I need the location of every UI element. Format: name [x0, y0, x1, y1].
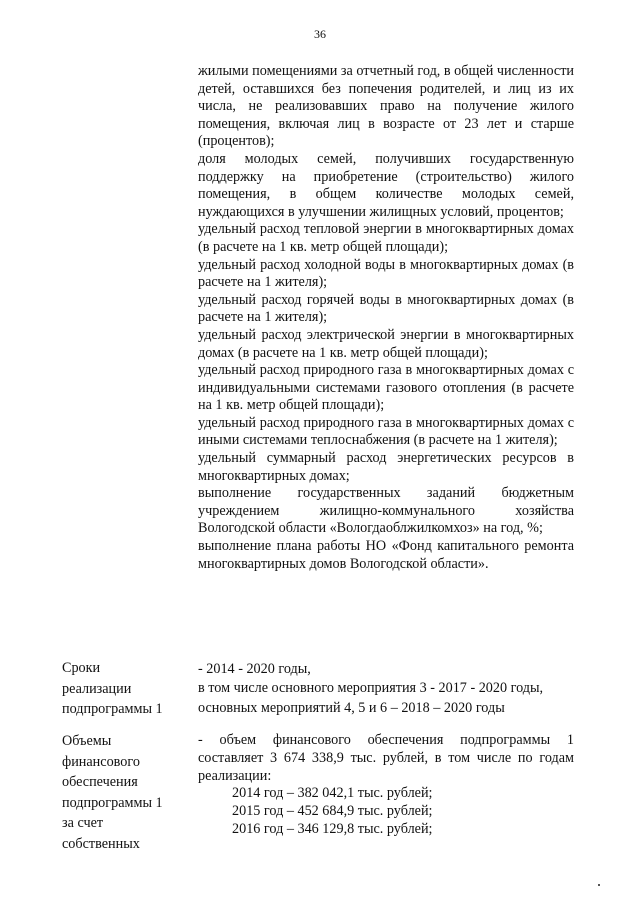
indicator-item: удельный расход тепловой энергии в многоквартирных домах (в расчете на 1 кв. метр общей площади);	[198, 221, 574, 255]
terms-label	[62, 658, 182, 720]
funding-intro: - объем финансового обеспечения подпрограммы 1 составляет 3 674 338,9 тыс. рублей, в том числе по годам реализации:	[198, 732, 574, 784]
page-number: 36	[314, 27, 326, 41]
indicator-item: удельный расход горячей воды в многоквартирных домах (в расчете на 1 жителя);	[198, 291, 574, 326]
indicator-item: удельный суммарный расход энергетических ресурсов в многоквартирных домах;	[198, 450, 574, 484]
terms-label-line: реализации	[62, 680, 132, 697]
indicator-item: жилыми помещениями за отчетный год, в общей численности детей, оставшихся без попечения родителей, и лиц из их числа, не реализовавших право на получение жилого помещения, включая лиц в возрасте от 23 лет и старше (процентов);	[198, 63, 574, 150]
terms-value-line: основных мероприятий 4, 5 и 6 – 2018 – 2020 годы	[198, 699, 505, 716]
indicator-item: удельный расход электрической энергии в многоквартирных домах (в расчете на 1 кв. метр общей площади);	[198, 326, 574, 361]
funding-label-line: финансового	[62, 753, 140, 770]
terms-label-line: Сроки	[62, 660, 101, 676]
indicator-item: удельный расход холодной воды в многоквартирных домах (в расчете на 1 жителя);	[198, 256, 574, 291]
terms-value-line: - 2014 - 2020 годы,	[198, 661, 311, 677]
indicator-item: доля молодых семей, получивших государственную поддержку на приобретение (строительство) жилого помещения, в общем количестве молодых семей, нуждающихся в улучшении жилищных условий, процентов;	[198, 150, 574, 220]
indicator-item: удельный расход природного газа в многоквартирных домах с индивидуальными системами газового отопления (в расчете на 1 кв. метр общей площади);	[198, 362, 574, 414]
terms-label-line: подпрограммы 1	[62, 701, 163, 717]
funding-label-line: подпрограммы 1	[62, 794, 163, 811]
funding-year-line: 2016 год – 346 129,8 тыс. рублей;	[232, 820, 433, 837]
funding-label-line: за счет	[62, 815, 104, 831]
indicator-item: удельный расход природного газа в многоквартирных домах с иными системами теплоснабжения (в расчете на 1 жителя);	[198, 414, 574, 449]
scan-mark	[598, 884, 600, 886]
funding-value	[198, 732, 574, 839]
funding-label-line: собственных	[62, 835, 140, 852]
funding-year-line: 2015 год – 452 684,9 тыс. рублей;	[232, 803, 433, 820]
terms-value-line: в том числе основного мероприятия 3 - 2017 - 2020 годы,	[198, 680, 544, 697]
funding-year-line: 2014 год – 382 042,1 тыс. рублей;	[232, 785, 433, 802]
funding-label-line: обеспечения	[62, 774, 138, 790]
indicator-item: выполнение плана работы НО «Фонд капитального ремонта многоквартирных домов Вологодской области».	[198, 538, 574, 572]
funding-label	[62, 731, 182, 854]
terms-value	[198, 660, 574, 718]
indicator-item: выполнение государственных заданий бюджетным учреждением жилищно-коммунального хозяйства Вологодской области «Вологдаоблжилкомхоз» на год, %;	[198, 485, 574, 537]
funding-label-line: Объемы	[62, 733, 112, 749]
indicators-list	[198, 63, 574, 573]
